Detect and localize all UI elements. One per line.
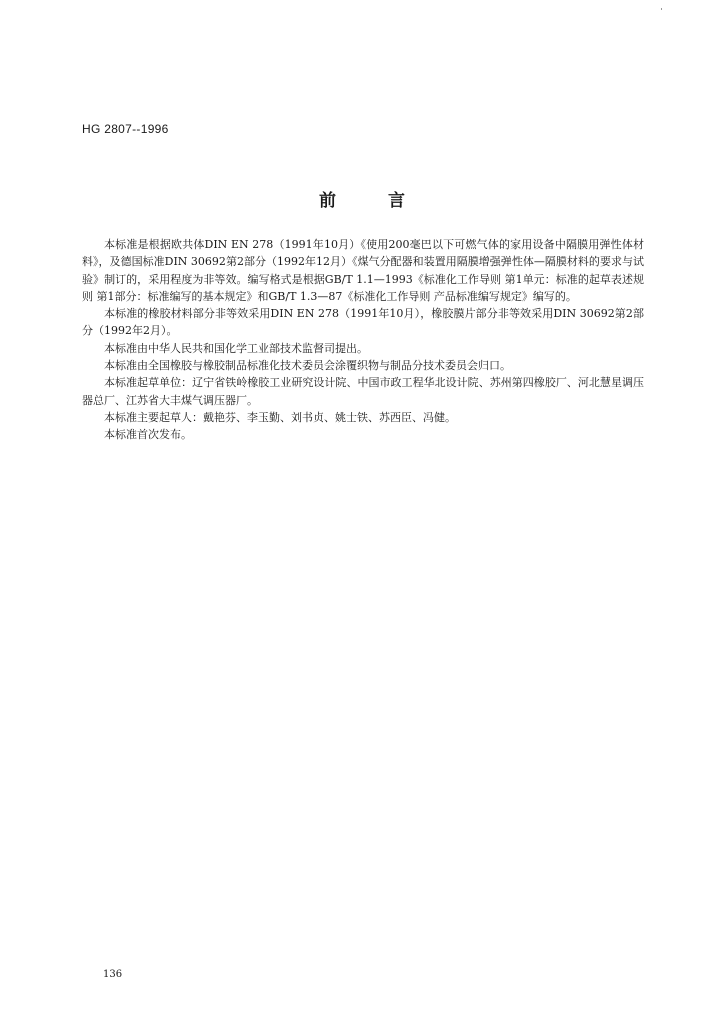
section-title: 前言 bbox=[319, 191, 457, 211]
paragraph-basis: 本标准是根据欧共体DIN EN 278（1991年10月）《使用200毫巴以下可燃气体的家用设备中隔膜用弹性体材料》，及德国标准DIN 30692第2部分（1992年12月）《煤气分配器和装置用隔膜增强弹性体—隔膜材料的要求与试验》制订的，采用程度为非等效。编写格式是根据GB/T 1.1—1993《标准化工作导则 第1单元：标准的起草表述规则 第1部分：标准编写的基本规定》和GB/T 1.3—87《标准化工作导则 产品标准编写规定》编写的。 bbox=[82, 238, 644, 303]
paragraph-drafters: 本标准主要起草人：戴艳芬、李玉勤、刘书贞、姚士铁、苏西臣、冯健。 bbox=[104, 410, 456, 424]
paragraph-adoption: 本标准的橡胶材料部分非等效采用DIN EN 278（1991年10月），橡胶膜片部分非等效采用DIN 30692第2部分（1992年2月）。 bbox=[82, 307, 644, 338]
paragraph-proposer: 本标准由中华人民共和国化学工业部技术监督司提出。 bbox=[104, 341, 368, 355]
foreword-body bbox=[82, 236, 644, 444]
standard-number: HG 2807--1996 bbox=[82, 122, 169, 136]
page-number: 136 bbox=[103, 969, 123, 980]
scan-speck bbox=[661, 8, 662, 10]
paragraph-first-release: 本标准首次发布。 bbox=[104, 428, 192, 442]
paragraph-drafting-units: 本标准起草单位：辽宁省铁岭橡胶工业研究设计院、中国市政工程华北设计院、苏州第四橡胶厂、河北慧星调压器总厂、江苏省大丰煤气调压器厂。 bbox=[82, 376, 644, 407]
paragraph-jurisdiction: 本标准由全国橡胶与橡胶制品标准化技术委员会涂覆织物与制品分技术委员会归口。 bbox=[104, 359, 511, 373]
